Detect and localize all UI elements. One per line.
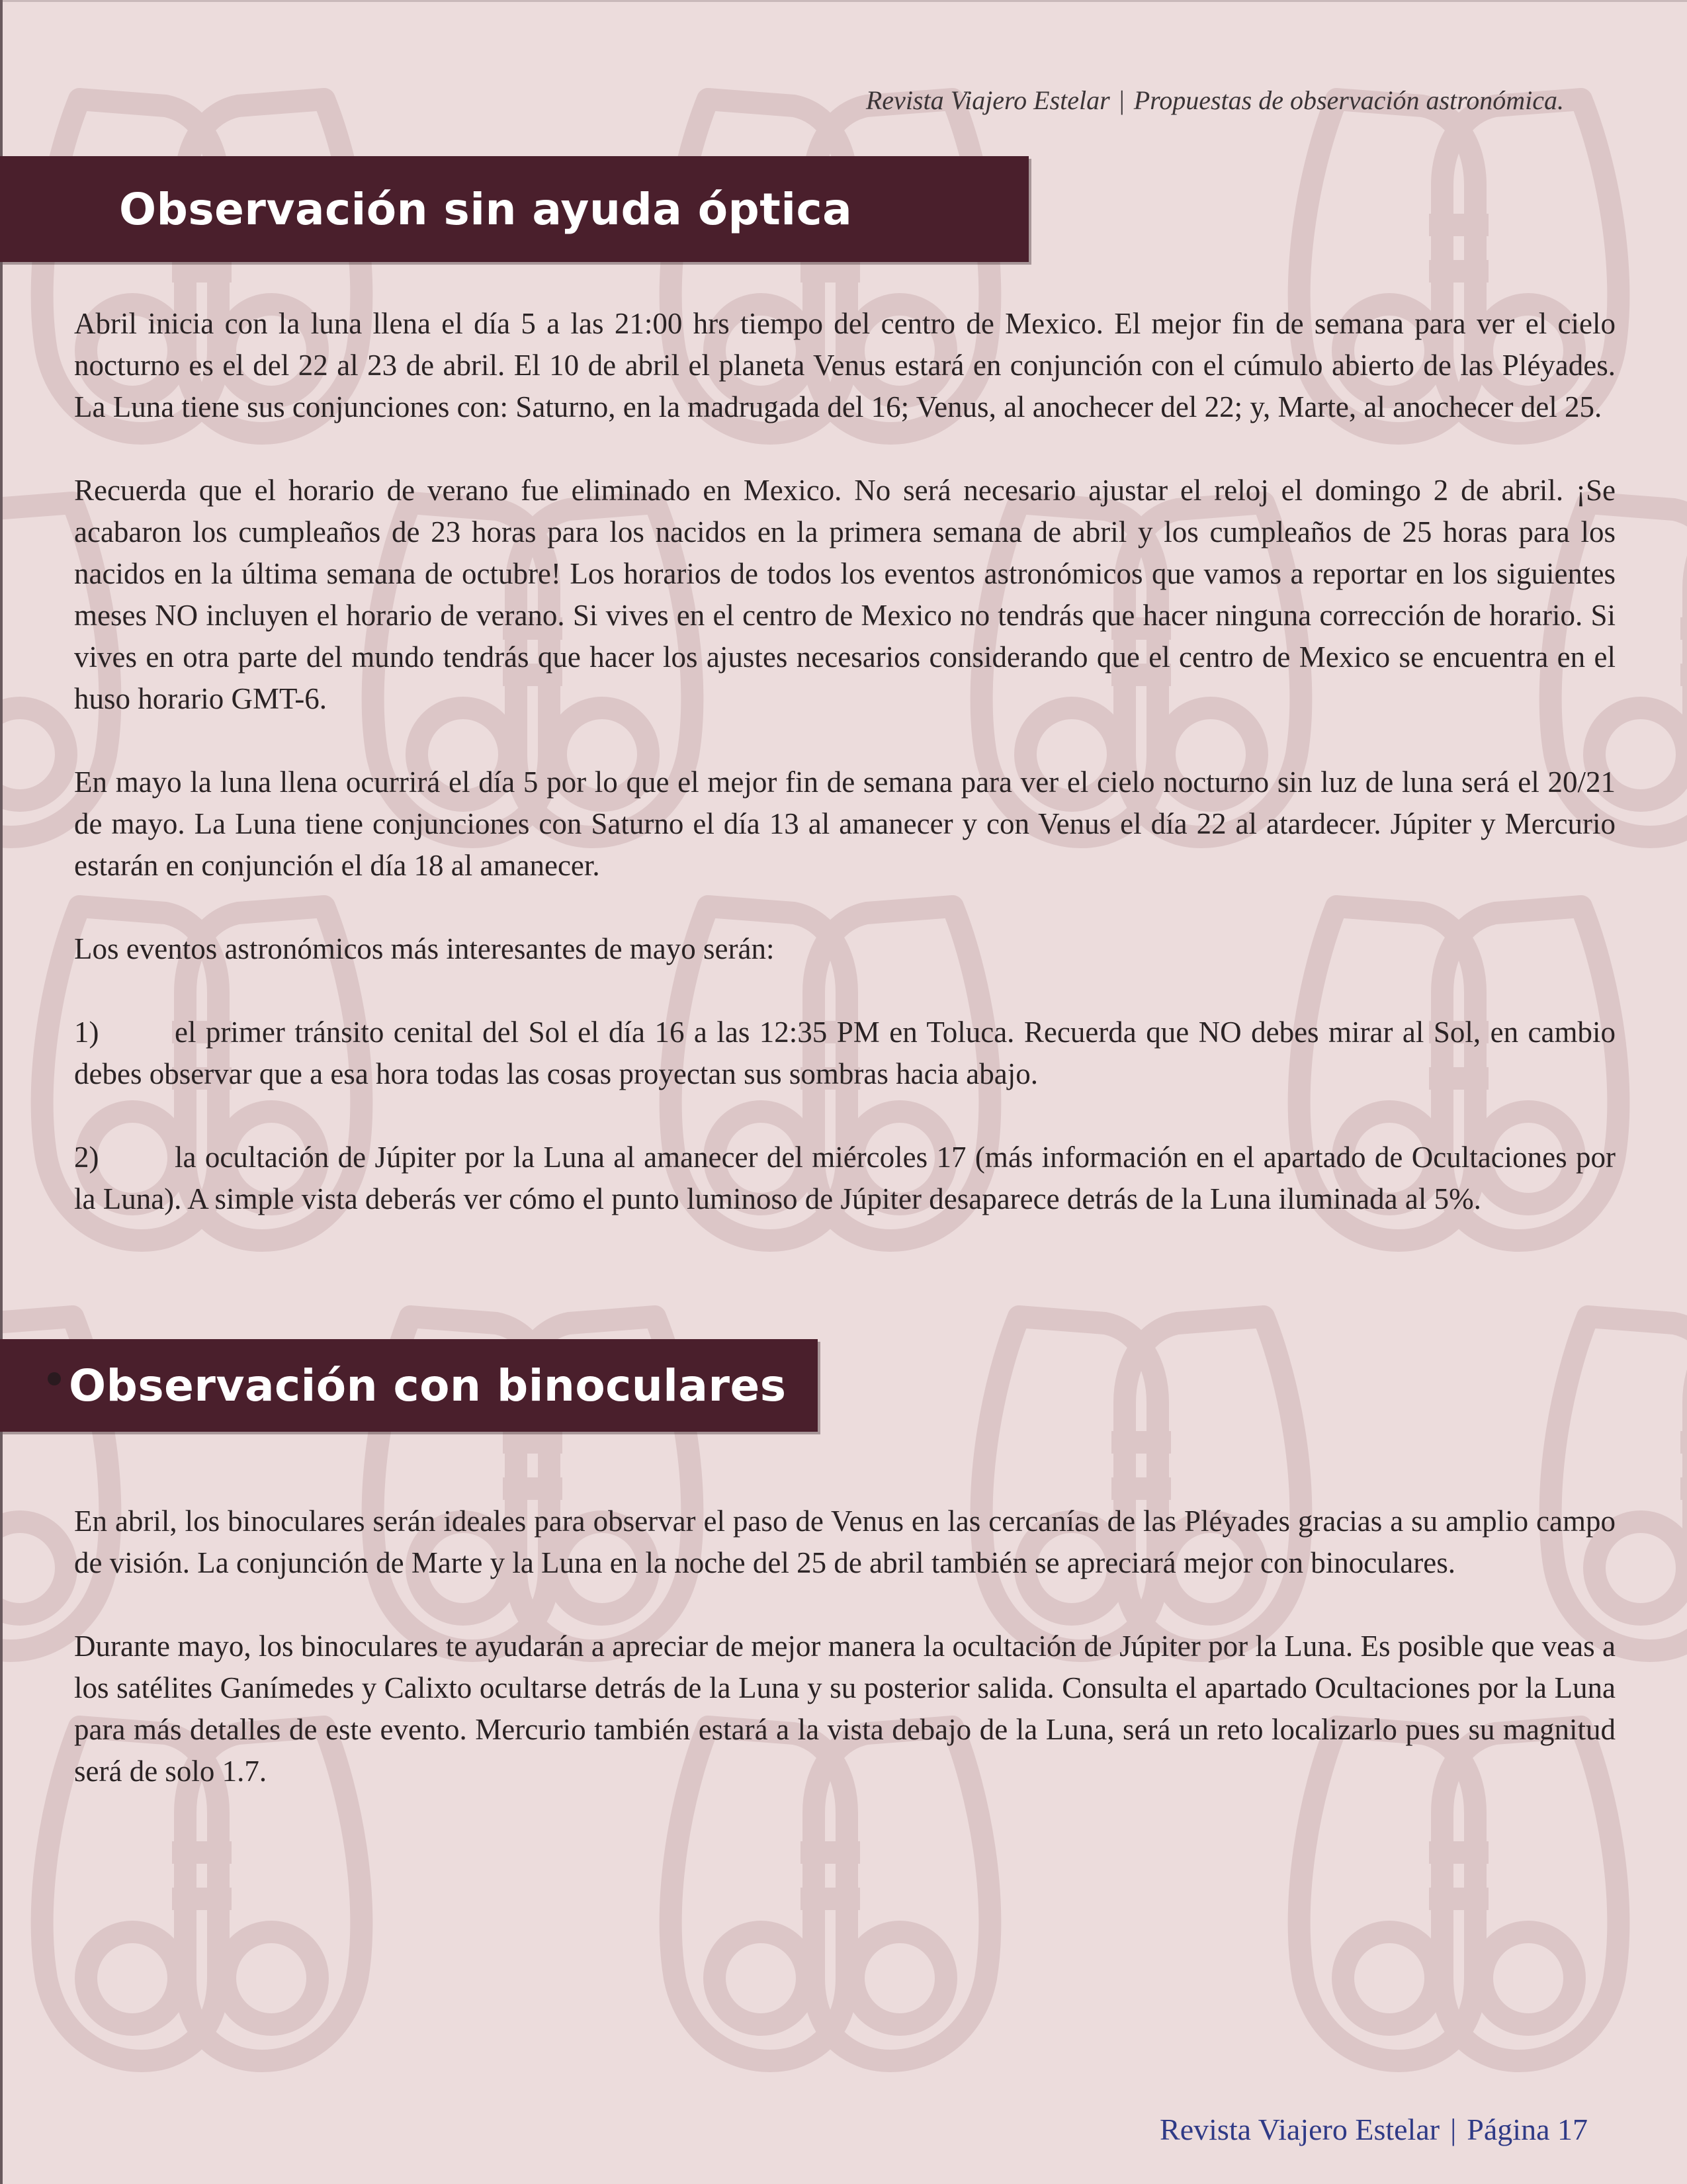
running-head-magazine: Revista Viajero Estelar — [865, 85, 1110, 115]
section-header-binoculars — [0, 1339, 818, 1432]
section-body-binoculars — [74, 1501, 1616, 1792]
list-item — [74, 1137, 1616, 1220]
running-head-subtitle: Propuestas de observación astronómica. — [1133, 85, 1564, 115]
page-number: Página 17 — [1467, 2113, 1588, 2146]
paragraph: Durante mayo, los binoculares te ayudarán a apreciar de mejor manera la ocultación de Júpiter por la Luna. Es posible que veas a los satélites Ganímedes y Calixto ocultarse detrás de la Luna y su posterior salida. Consulta el apartado Ocultaciones por la Luna para más detalles de este evento. Mercurio también estará a la vista debajo de la Luna, será un reto localizarlo pues su magnitud será de solo 1.7. — [74, 1630, 1616, 1788]
top-border — [0, 0, 1687, 2]
section-header-unaided — [0, 156, 1029, 262]
section-title-binoculars: Observación con binoculares — [69, 1360, 787, 1411]
section-body-unaided — [74, 303, 1616, 1220]
left-border — [0, 0, 3, 2184]
footer-magazine: Revista Viajero Estelar — [1160, 2113, 1440, 2146]
page-footer — [1160, 2112, 1588, 2147]
paragraph: Abril inicia con la luna llena el día 5 a las 21:00 hrs tiempo del centro de Mexico. El mejor fin de semana para ver el cielo nocturno es el del 22 al 23 de abril. El 10 de abril el planeta Venus estará en conjunción con el cúmulo abierto de las Pléyades. La Luna tiene sus conjunciones con: Saturno, en la madrugada del 16; Venus, al anochecer del 22; y, Marte, al anochecer del 25. — [74, 307, 1616, 423]
bullet-icon — [48, 1372, 61, 1385]
paragraph: En abril, los binoculares serán ideales para observar el paso de Venus en las cercanías de las Pléyades gracias a su amplio campo de visión. La conjunción de Marte y la Luna en la noche del 25 de abril también se apreciará mejor con binoculares. — [74, 1505, 1616, 1579]
list-number: 1) — [74, 1016, 99, 1049]
running-head — [866, 85, 1564, 116]
footer-separator: | — [1450, 2113, 1457, 2146]
list-text: el primer tránsito cenital del Sol el día 16 a las 12:35 PM en Toluca. Recuerda que NO debes mirar al Sol, en cambio debes observar que a esa hora todas las cosas proyectan sus sombras hacia abajo. — [74, 1016, 1616, 1090]
paragraph: En mayo la luna llena ocurrirá el día 5 por lo que el mejor fin de semana para ver el cielo nocturno sin luz de luna será el 20/21 de mayo. La Luna tiene conjunciones con Saturno el día 13 al amanecer y con Venus el día 22 al atardecer. Júpiter y Mercurio estarán en conjunción el día 18 al amanecer. — [74, 765, 1616, 882]
section-title-unaided: Observación sin ayuda óptica — [119, 183, 853, 235]
list-number: 2) — [74, 1141, 99, 1174]
list-text: la ocultación de Júpiter por la Luna al amanecer del miércoles 17 (más información en el apartado de Ocultaciones por la Luna). A simple vista deberás ver cómo el punto luminoso de Júpiter desaparece detrás de la Luna iluminada al 5%. — [74, 1141, 1616, 1215]
paragraph: Recuerda que el horario de verano fue eliminado en Mexico. No será necesario ajustar el reloj el domingo 2 de abril. ¡Se acabaron los cumpleaños de 23 horas para los nacidos en la primera semana de abril y los cumpleaños de 25 horas para los nacidos en la última semana de octubre! Los horarios de todos los eventos astronómicos que vamos a reportar en los siguientes meses NO incluyen el horario de verano. Si vives en el centro de Mexico no tendrás que hacer ninguna corrección de horario. Si vives en otra parte del mundo tendrás que hacer los ajustes necesarios considerando que el centro de Mexico se encuentra en el huso horario GMT-6. — [74, 474, 1616, 715]
paragraph: Los eventos astronómicos más interesantes de mayo serán: — [74, 932, 775, 965]
list-item — [74, 1012, 1616, 1095]
running-head-separator: | — [1119, 85, 1125, 115]
